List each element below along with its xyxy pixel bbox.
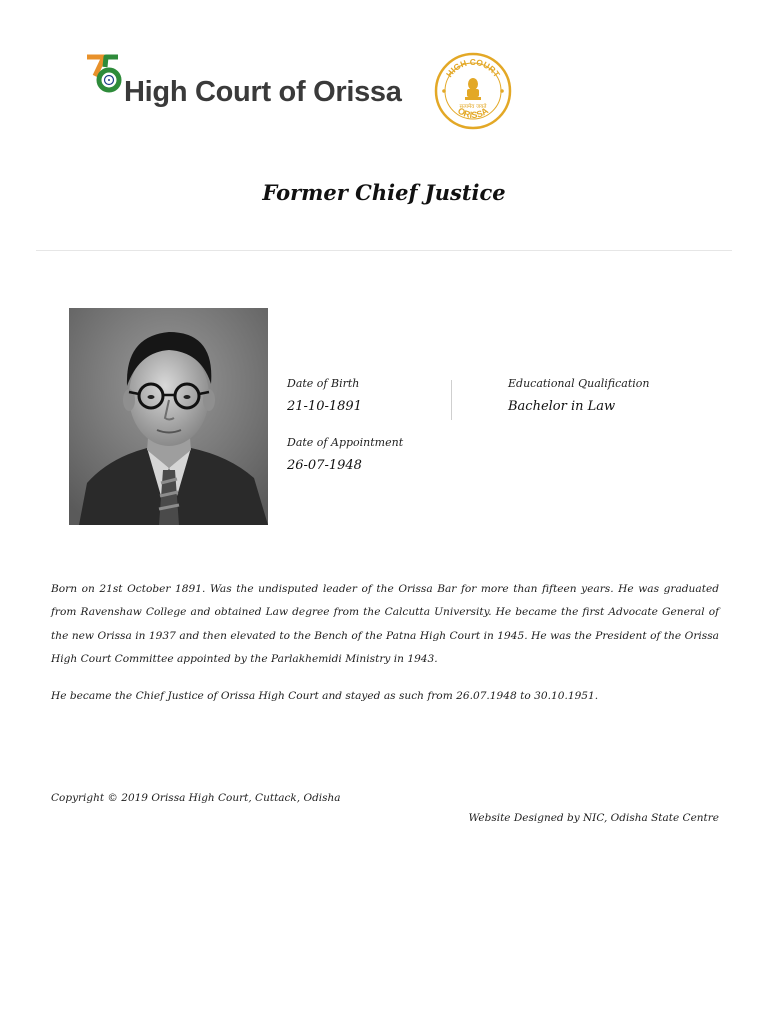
seal-text-top: HIGH COURT [443,56,503,80]
biography [51,578,719,721]
appointment-value: 26-07-1948 [287,458,362,473]
high-court-seal-icon [434,52,512,130]
portrait-image [69,308,268,525]
appointment-field [287,436,403,473]
bio-paragraph: Born on 21st October 1891. Was the undisputed leader of the Orissa Bar for more than fifteen years. He was graduated from Ravenshaw College and obtained Law degree from the Calcutta University. He became the first Advocate General of the new Orissa in 1937 and then elevated to the Bench of the Patna High Court in 1945. He was the President of the Orissa High Court Committee appointed by the Parlakhemidi Ministry in 1943. [51,583,719,666]
page-title: Former Chief Justice [262,180,506,205]
qualification-field [508,377,650,414]
dob-value: 21-10-1891 [287,399,362,414]
site-header [84,52,524,134]
info-column-divider [451,380,452,420]
dob-label: Date of Birth [287,377,360,390]
header-divider [36,250,732,251]
footer-designed-by: Website Designed by NIC, Odisha State Centre [468,812,719,824]
appointment-label: Date of Appointment [287,436,404,449]
chief-justice-portrait [69,308,268,525]
footer-copyright: Copyright © 2019 Orissa High Court, Cuttack, Odisha [51,792,341,804]
site-title: High Court of Orissa [124,76,402,108]
qualification-value: Bachelor in Law [508,399,616,414]
seal-motto: सत्यमेव जयते [459,104,487,110]
dob-field [287,377,362,414]
seal-text-bottom: ORISSA [455,105,491,121]
qualification-label: Educational Qualification [508,377,650,390]
bio-paragraph: He became the Chief Justice of Orissa High Court and stayed as such from 26.07.1948 to 30.10.1951. [51,689,599,702]
75-anniversary-logo-icon [84,54,122,94]
